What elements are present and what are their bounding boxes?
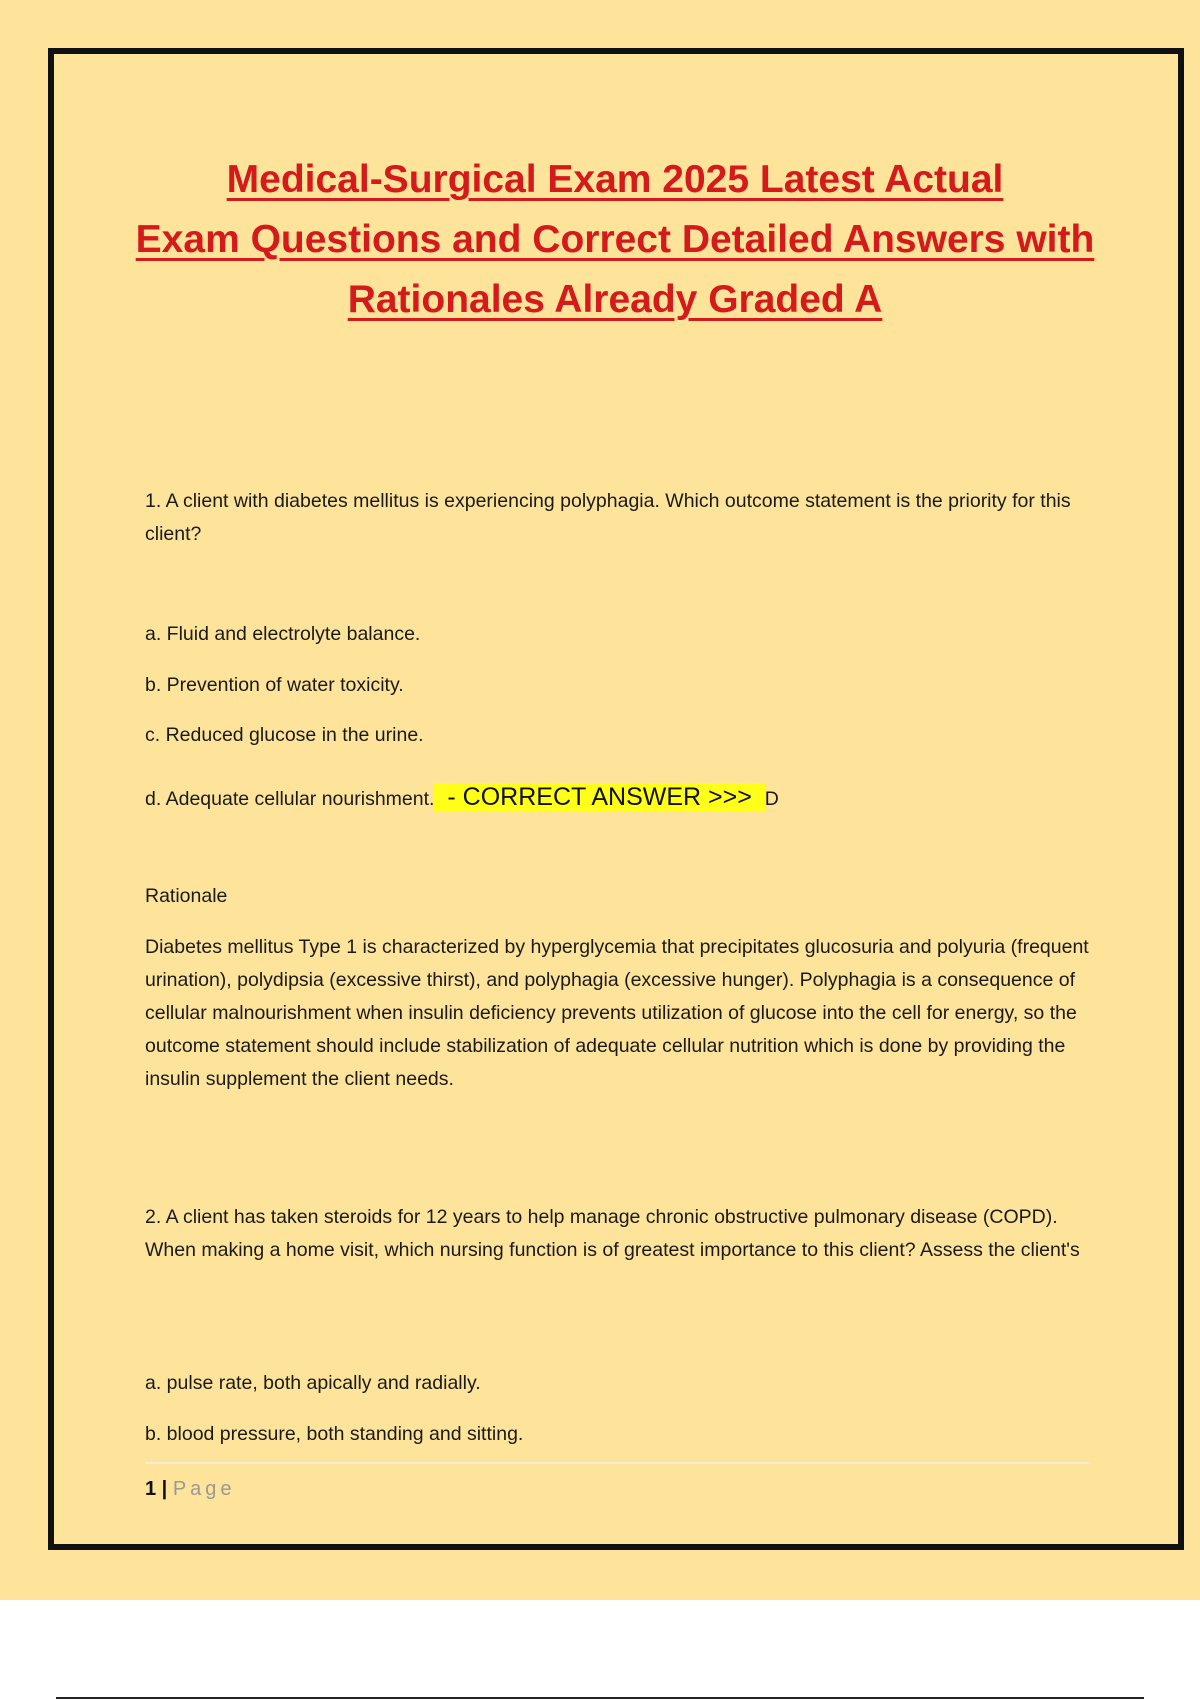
- rationale-heading: Rationale: [145, 885, 228, 907]
- document-title: [100, 150, 1130, 330]
- question-1-stem: 1. A client with diabetes mellitus is experiencing polyphagia. Which outcome statement is the priority for this client?: [145, 490, 1071, 545]
- title-line-3: Rationales Already Graded A: [347, 278, 883, 321]
- option-d-text: d. Adequate cellular nourishment.: [145, 788, 435, 810]
- page-footer: [145, 1475, 236, 1503]
- question-2-stem: 2. A client has taken steroids for 12 years to help manage chronic obstructive pulmonary disease (COPD). When making a home visit, which nursing function is of greatest importance to this client? Assess the client's: [145, 1206, 1080, 1261]
- question-2-option-b: b. blood pressure, both standing and sitting.: [145, 1423, 524, 1445]
- page-separator: |: [156, 1478, 173, 1500]
- correct-answer-value: D: [764, 788, 779, 810]
- page-number: 1: [145, 1478, 157, 1500]
- footer-divider: [145, 1462, 1090, 1464]
- question-1-option-c: c. Reduced glucose in the urine.: [145, 724, 424, 746]
- question-1-option-d: [145, 781, 1095, 816]
- title-line-1: Medical-Surgical Exam 2025 Latest Actual: [226, 158, 1004, 201]
- question-1-option-b: b. Prevention of water toxicity.: [145, 674, 404, 696]
- rationale-body: Diabetes mellitus Type 1 is characterized by hyperglycemia that precipitates glucosuria and polyuria (frequent urination), polydipsia (excessive thirst), and polyphagia (excessive hunger). Polyphagia is a consequence of cellular malnourishment when insulin deficiency prevents utilization of glucose into the cell for energy, so the outcome statement should include stabilization of adequate cellular nutrition which is done by providing the insulin supplement the client needs.: [145, 936, 1089, 1090]
- bottom-divider: [56, 1697, 1144, 1699]
- question-2-option-a: a. pulse rate, both apically and radially.: [145, 1372, 481, 1394]
- correct-answer-highlight: - CORRECT ANSWER >>>: [434, 783, 764, 811]
- title-line-2: Exam Questions and Correct Detailed Answers with: [135, 218, 1095, 261]
- question-1-option-a: a. Fluid and electrolyte balance.: [145, 623, 421, 645]
- page-word: Page: [172, 1478, 236, 1500]
